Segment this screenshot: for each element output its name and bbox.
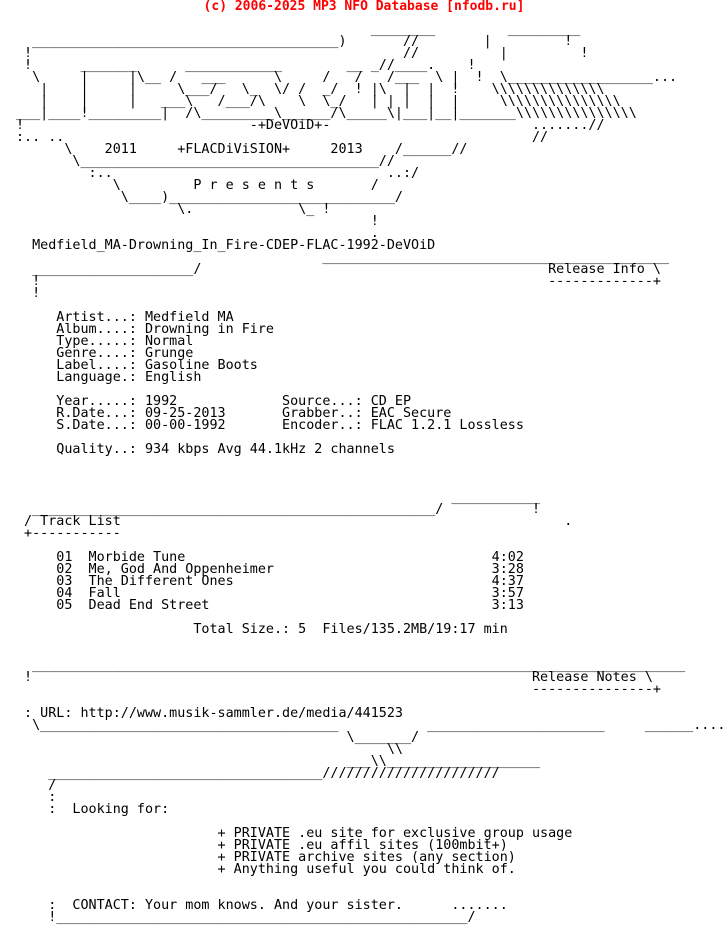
nfo-line: : URL: http://www.musik-sammler.de/media/441523 <box>16 706 403 721</box>
nfo-line: + PRIVATE .eu site for exclusive group usage <box>16 826 573 841</box>
nfo-line: : CONTACT: Your mom knows. And your sister. ....... <box>16 898 508 913</box>
nfo-line: | | | ___\ /___/\ \ \_/ | | | | | \\\\\\\\\\\\\\\ <box>16 94 621 109</box>
nfo-line: ! <box>16 214 379 229</box>
nfo-line: \. \_ ! <box>16 202 331 217</box>
nfo-line: / Track List . <box>16 514 573 529</box>
nfo-line: Label....: Gasoline Boots <box>16 358 258 373</box>
nfo-line: \_____________________________________// <box>16 154 395 169</box>
nfo-line: | | | \___/ \_ \/ / _/ ! |\ | | ! \\\\\\\\\\\\\\ <box>16 82 605 97</box>
nfo-line <box>16 468 725 480</box>
nfo-line: __________________________________////////////////////// <box>16 766 500 781</box>
nfo-line: \ P r e s e n t s / <box>16 178 379 193</box>
nfo-line: R.Date...: 09-25-2013 Grabber..: EAC Secure <box>16 406 452 421</box>
nfo-line: Album....: Drowning in Fire <box>16 322 274 337</box>
nfo-line: \_______/ <box>16 730 420 745</box>
nfo-line: 02 Me, God And Oppenheimer 3:28 <box>16 562 524 577</box>
nfo-line: ___\\___________________ <box>16 754 541 769</box>
nfo-line: :.. ..:/ <box>16 166 420 181</box>
site-header: (c) 2006-2025 MP3 NFO Database [nfodb.ru] <box>203 0 525 14</box>
nfo-line: Year.....: 1992 Source...: CD EP <box>16 394 412 409</box>
nfo-line: :.. .. // <box>16 130 549 145</box>
nfo-line: ____________________/ Release Info \ <box>16 262 661 277</box>
nfo-line <box>16 876 725 888</box>
nfo-line: \\ <box>16 742 403 757</box>
nfo-line: ______________________________________) // | ! <box>16 34 573 49</box>
nfo-line: ___|____!_________| /\_________\______/\_____\|___|__|_______\\\\\\\\\\\\\\\ <box>16 106 637 121</box>
nfo-line: Language.: English <box>16 370 202 385</box>
nfo-line: ___________ <box>16 490 541 505</box>
nfo-line: \ 2011 +FLACDiViSION+ 2013 /______// <box>16 142 468 157</box>
nfo-line: 05 Dead End Street 3:13 <box>16 598 524 613</box>
nfo-line: 03 The Different Ones 4:37 <box>16 574 524 589</box>
nfo-line: S.Date...: 00-00-1992 Encoder..: FLAC 1.2.1 Lossless <box>16 418 524 433</box>
nfo-line: / <box>16 778 57 793</box>
nfo-line <box>16 636 725 648</box>
nfo-line: Quality..: 934 kbps Avg 44.1kHz 2 channels <box>16 442 395 457</box>
nfo-line: \_____________________________________ ______________________ ______.... <box>16 718 726 733</box>
nfo-line: ! _______ ____________ __ _//____. ! <box>16 58 476 73</box>
nfo-line: + PRIVATE archive sites (any section) <box>16 850 516 865</box>
nfo-line: !___________________________________________________/ <box>16 910 476 925</box>
nfo-line: ! <box>16 286 41 301</box>
nfo-line: Total Size.: 5 Files/135.2MB/19:17 min <box>16 622 508 637</box>
nfo-line: ___________________________________________ <box>16 250 670 265</box>
nfo-line: ! Release Notes \ <box>16 670 653 685</box>
nfo-line <box>16 456 725 468</box>
nfo-line: __________________________________________________/ ! <box>16 502 541 517</box>
nfo-line: : Looking for: <box>16 802 170 817</box>
nfo-text-block <box>16 12 725 924</box>
nfo-line: ---------------+ <box>16 682 661 697</box>
nfo-line: \ | |\__ / ___ \ / / /___ \ | ! \__________________... <box>16 70 678 85</box>
nfo-line: ! // | ! <box>16 46 589 61</box>
nfo-line: ! -------------+ <box>16 274 661 289</box>
nfo-line: _________________________________________________________________________________ <box>16 658 686 673</box>
nfo-line: \____)____________________________/ <box>16 190 403 205</box>
nfo-line: Genre....: Grunge <box>16 346 194 361</box>
nfo-line: . <box>16 226 379 241</box>
nfo-line: Medfield_MA-Drowning_In_Fire-CDEP-FLAC-1992-DeVOiD <box>16 238 436 253</box>
nfo-line: 01 Morbide Tune 4:02 <box>16 550 524 565</box>
nfo-line: : <box>16 790 57 805</box>
nfo-line: + Anything useful you could think of. <box>16 862 516 877</box>
nfo-line: 04 Fall 3:57 <box>16 586 524 601</box>
nfo-line: ________ _________ <box>16 22 581 37</box>
nfo-line: Artist...: Medfield MA <box>16 310 234 325</box>
nfo-line: Type.....: Normal <box>16 334 194 349</box>
nfo-line: ! -+DeVOiD+- .......// <box>16 118 605 133</box>
nfo-line: +----------- <box>16 526 121 541</box>
nfo-line: + PRIVATE .eu affil sites (100mbit+) <box>16 838 508 853</box>
